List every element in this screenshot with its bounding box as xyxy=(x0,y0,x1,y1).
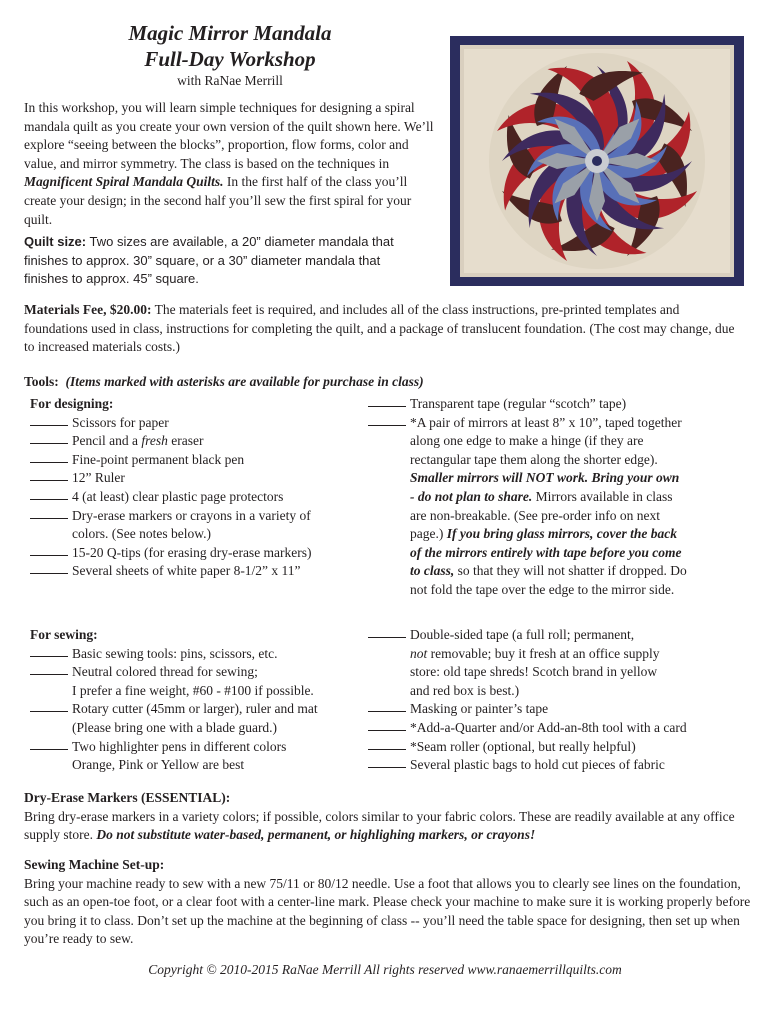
checkbox-blank[interactable] xyxy=(30,663,68,675)
list-item: *Seam roller (optional, but really helpful) xyxy=(368,738,740,757)
list-item: Basic sewing tools: pins, scissors, etc. xyxy=(30,645,360,664)
list-item: 15-20 Q-tips (for erasing dry-erase markers) xyxy=(30,544,360,563)
dry-erase-warning: Do not substitute water-based, permanent, or highlighing markers, or crayons! xyxy=(96,827,536,843)
copyright-footer: Copyright © 2010-2015 RaNae Merrill All rights reserved www.ranaemerrillquilts.com xyxy=(148,962,622,977)
list-item-continuation: colors. (See notes below.) xyxy=(72,526,211,542)
dry-erase-section xyxy=(24,789,744,845)
quilt-size-text: Two sizes are available, a 20” diameter mandala that finishes to approx. 30” square, or a 30” diameter mandala that finishes to approx. 45” square. xyxy=(24,234,394,286)
list-item: Several plastic bags to hold cut pieces of fabric xyxy=(368,756,740,775)
checkbox-blank[interactable] xyxy=(30,432,68,444)
title-line-2: Full-Day Workshop xyxy=(144,47,316,71)
tools-heading xyxy=(24,373,744,392)
list-item: Pencil and a fresh eraser xyxy=(30,432,360,451)
dry-erase-heading: Dry-Erase Markers (ESSENTIAL): xyxy=(24,790,231,805)
list-item: *A pair of mirrors at least 8” x 10”, taped together xyxy=(368,414,740,433)
sewing-machine-text: Bring your machine ready to sew with a new 75/11 or 80/12 needle. Use a foot that allows you to clearly see lines on the foundation, such as an open-toe foot, or a clear foot with a center-line mark. Please check your machine to make sure it is working properly before you bring it to class. Don’t set up the machine at the beginning of class -- you’ll need the table space for designing, then set up when you’re ready to sew. xyxy=(24,875,751,947)
checkbox-blank[interactable] xyxy=(368,738,406,750)
checkbox-blank[interactable] xyxy=(30,562,68,574)
checkbox-blank[interactable] xyxy=(368,700,406,712)
checkbox-blank[interactable] xyxy=(30,738,68,750)
title-line-1: Magic Mirror Mandala xyxy=(128,21,332,45)
mandala-quilt-image xyxy=(450,36,744,286)
byline: with RaNae Merrill xyxy=(177,73,283,88)
checkbox-blank[interactable] xyxy=(30,469,68,481)
book-title: Magnificent Spiral Mandala Quilts. xyxy=(24,174,224,190)
sewing-machine-section xyxy=(24,856,754,949)
intro-paragraph xyxy=(24,99,434,229)
list-item: Transparent tape (regular “scotch” tape) xyxy=(368,395,740,414)
tools-label: Tools: xyxy=(24,374,59,389)
sewing-label: For sewing: xyxy=(30,627,98,642)
list-item: 12” Ruler xyxy=(30,469,360,488)
tools-note: (Items marked with asterisks are available for purchase in class) xyxy=(65,374,424,389)
designing-left-list xyxy=(30,395,360,581)
checkbox-blank[interactable] xyxy=(30,451,68,463)
intro-text-2: In the first half of the class you’ll create your design; in the second half you’ll sew the first spiral for your quilt. xyxy=(24,174,412,227)
list-item: Several sheets of white paper 8-1/2” x 11” xyxy=(30,562,360,581)
list-item: Two highlighter pens in different colors xyxy=(30,738,360,757)
quilt-size-label: Quilt size: xyxy=(24,234,87,249)
designing-label: For designing: xyxy=(30,396,114,411)
checkbox-blank[interactable] xyxy=(368,626,406,638)
checkbox-blank[interactable] xyxy=(30,645,68,657)
materials-text: The materials feet is required, and includes all of the class instructions, pre-printed templates and foundations used in class, instructions for completing the quilt, and a package of translucent foundation. (The cost may change, due to increased materials costs.) xyxy=(24,302,735,355)
sewing-right-list: Double-sided tape (a full roll; permanent, not removable; buy it fresh at an office supply store: old tape shreds! Scotch brand in yellow and red box is best.) Masking or painter’s tape *Add-a-Quarter and/or Add-an-8th tool with a card *Seam roller (optional, but really helpful) Several plastic bags to hold cut pieces of fabric xyxy=(368,626,740,775)
checkbox-blank[interactable] xyxy=(30,414,68,426)
materials-label: Materials Fee, $20.00: xyxy=(24,302,152,317)
checkbox-blank[interactable] xyxy=(30,544,68,556)
checkbox-blank[interactable] xyxy=(368,414,406,426)
list-item: *Add-a-Quarter and/or Add-an-8th tool with a card xyxy=(368,719,740,738)
list-item: Scissors for paper xyxy=(30,414,360,433)
checkbox-blank[interactable] xyxy=(30,700,68,712)
sewing-left-list: For sewing: Basic sewing tools: pins, scissors, etc. Neutral colored thread for sewing; I prefer a fine weight, #60 - #100 if possible. Rotary cutter (45mm or larger), ruler and mat (Please bring one with a blade guard.) Two highlighter pens in different colors Orange, Pink or Yellow are best xyxy=(30,626,360,775)
checkbox-blank[interactable] xyxy=(368,756,406,768)
materials-paragraph xyxy=(24,301,744,357)
list-item: Rotary cutter (45mm or larger), ruler and mat xyxy=(30,700,360,719)
list-item: Neutral colored thread for sewing; xyxy=(30,663,360,682)
designing-right-list: Transparent tape (regular “scotch” tape) *A pair of mirrors at least 8” x 10”, taped together along one edge to make a hinge (if they are rectangular tape them along the shorter edge). Smaller mirrors will NOT work. Bring your own - do not plan to share. Mirrors available in class are non-breakable. (See pre-order info on next page.) If you bring glass mirrors, cover the back of the mirrors entirely with tape before you come to class, so that they will not shatter if dropped. Do not fold the tape over the edge to the mirror side. xyxy=(368,395,740,600)
list-item: Masking or painter’s tape xyxy=(368,700,740,719)
list-item: 4 (at least) clear plastic page protectors xyxy=(30,488,360,507)
quilt-size-paragraph xyxy=(24,233,424,289)
intro-text-1: In this workshop, you will learn simple techniques for designing a spiral mandala quilt as you create your own version of the quilt shown here. We’ll explore “seeing between the blocks”, proportion, flow forms, color and value, and mirror symmetry. The class is based on the techniques in xyxy=(24,100,434,171)
list-item: Dry-erase markers or crayons in a variety of xyxy=(30,507,360,526)
checkbox-blank[interactable] xyxy=(368,395,406,407)
checkbox-blank[interactable] xyxy=(368,719,406,731)
checkbox-blank[interactable] xyxy=(30,488,68,500)
checkbox-blank[interactable] xyxy=(30,507,68,519)
list-item: Fine-point permanent black pen xyxy=(30,451,360,470)
dry-erase-text: Bring dry-erase markers in a variety colors; if possible, colors similar to your fabric colors. These are readily available at any office supply store. Do not substitute water-based, permanent, or highlighing markers, or crayons! xyxy=(24,808,735,843)
list-item: Double-sided tape (a full roll; permanent, xyxy=(368,626,740,645)
sewing-machine-heading: Sewing Machine Set-up: xyxy=(24,857,165,872)
